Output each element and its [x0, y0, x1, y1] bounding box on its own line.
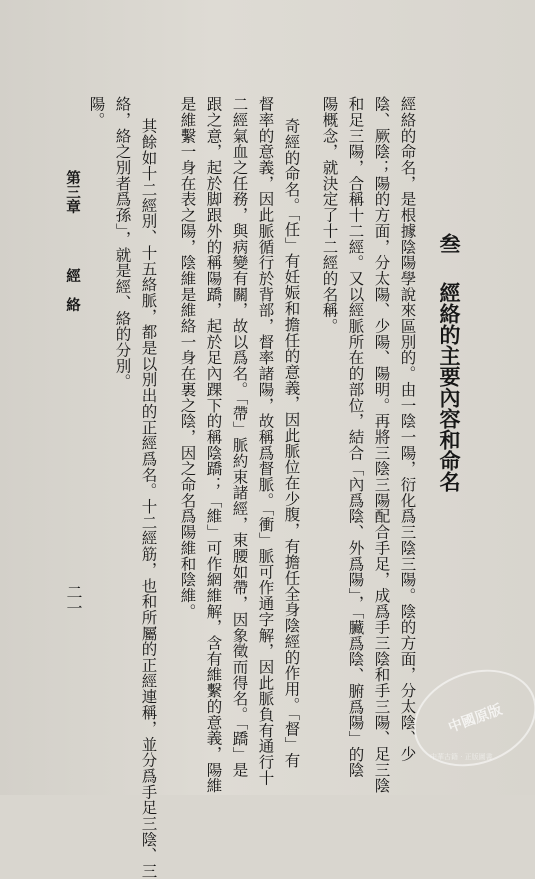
text-column-6: 督率的意義，因此脈循行於背部，督率諸陽，故稱爲督脈。「衝」脈可作通字解，因此脈負有通行十: [256, 96, 275, 786]
text-column-10: 其餘如十二經別、十五絡脈，都是以別出的正經爲名。十二經筋，也和所屬的正經連稱，並分爲手足三陰、三: [139, 118, 158, 879]
text-column-8: 跟之意，起於脚跟外的稱陽蹻，起於足內踝下的稱陰蹻；「維」可作網維解，含有維繫的意義，陽維: [204, 96, 223, 794]
text-column-2: 陰、厥陰；陽的方面，分太陽、少陽、陽明。再將三陰三陽配合手足，成爲手三陰和手三陽、足三陰: [372, 96, 391, 794]
text-column-9: 是維繫一身在表之陽，陰維是維絡一身在裏之陰，因之命名爲陽維和陰維。: [178, 96, 197, 620]
text-column-12: 陽。: [87, 96, 106, 128]
section-number: 叁: [437, 233, 462, 254]
running-head: [62, 170, 83, 311]
chapter-label: 第三章: [64, 170, 81, 214]
page-number: 二一: [64, 584, 83, 616]
section-title: 經絡的主要內容和命名: [437, 282, 462, 492]
watermark-subtext: 中華古籍 · 正版圖書: [430, 753, 493, 761]
text-column-1: 經絡的命名，是根據陰陽學說來區別的。由一陰一陽，衍化爲三陰三陽。陰的方面，分太陰、少: [398, 96, 417, 762]
section-heading: [434, 233, 464, 492]
watermark-stamp: 中國原版: [400, 653, 535, 783]
chapter-title: 經 絡: [64, 267, 81, 311]
text-column-7: 二經氣血之任務，與病變有關，故以爲名。「帶」脈約束諸經，束腰如帶，因象徵而得名。「蹻」是: [230, 96, 249, 778]
text-column-11: 絡，絡之別者爲孫」，就是經、絡的分別。: [113, 96, 132, 390]
text-column-3: 和足三陽，合稱十二經。又以經脈所在的部位，結合「內爲陰、外爲陽」，「臟爲陰、腑爲陽」的陰: [346, 96, 365, 778]
text-column-4: 陽概念，就決定了十二經的名稱。: [320, 96, 339, 334]
text-column-5: 奇經的命名。「任」有妊娠和擔任的意義，因此脈位在少腹，有擔任全身陰經的作用。「督」有: [282, 118, 301, 769]
